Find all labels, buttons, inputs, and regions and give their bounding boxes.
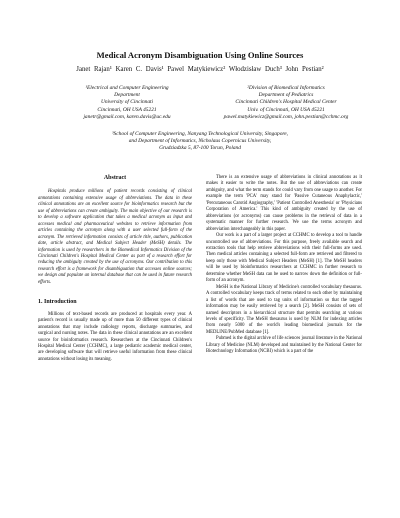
affiliation-line: and Department of Informatics, Nicholaus Copernicus University, bbox=[128, 138, 272, 145]
section-heading-introduction: 1. Introduction bbox=[38, 299, 77, 306]
author-list bbox=[0, 66, 400, 73]
affiliation-line: ¹Electrical and Computer Engineering bbox=[85, 85, 169, 91]
left-column bbox=[38, 175, 192, 363]
right-column bbox=[206, 175, 362, 356]
body-paragraph: Our work is a part of a larger project at CCHMC to develop a tool to handle uncontrolled use of abbreviations. For this purpose, freely available search and extraction tools that help retrieve abbreviations with their full-forms are used. Then medical articles containing a selected full-form are retrieved and filtered to keep only those with Medical Subject Headers (MeSH) [1]. The MeSH headers will be used by bioinformatics researchers at CCHMC in further research to determine whether MeSH data can be used to narrow down the definition or full-form of an acronym. bbox=[206, 233, 362, 284]
author-name: Włodzisław Duch³ bbox=[228, 66, 282, 73]
author-name: Janet Rajan¹ bbox=[76, 66, 112, 73]
affiliation-line: Grudziadzka 5, 87-100 Torun, Poland bbox=[159, 145, 241, 152]
body-paragraph: There is an extensive usage of abbreviations in clinical annotations as it makes it easier to write the notes. But the use of abbreviations can create ambiguity, and what the term stands for could vary from one usage to another. For example the term 'PCA' may stand for 'Passive Cutaneous Anaphylactic,' 'Percutaneous Carotid Angiography,' 'Patient Controlled Anesthesia' or 'Physicians Corporation of America.' This kind of ambiguity created by the use of abbreviations (or acronyms) can cause problems in the retrieval of data in a systematic manner for further research. We use the terms acronym and abbreviation interchangeably in this paper. bbox=[206, 175, 362, 232]
abstract bbox=[38, 189, 192, 286]
author-name: Pawel Matykiewicz² bbox=[167, 66, 226, 73]
affiliation-line: Cincinnati Children's Hospital Medical Center bbox=[235, 99, 337, 106]
affiliation-line: ³School of Computer Engineering, Nanyang Technological University, Singapore, bbox=[111, 131, 289, 137]
abstract-heading: Abstract bbox=[103, 175, 127, 181]
affiliation-line: Cincinnati, OH USA 45221 bbox=[97, 106, 157, 113]
body-paragraph: Millions of text-based records are produced at hospitals every year. A patient's record is usually made up of more than 50 different types of clinical annotations that may include radiology reports, discharge summaries, and surgical and nursing notes. The data in these clinical annotations are an excellent source for bioinformatics research. Researchers at the Cincinnati Children's Hospital Medical Center (CCHMC), a large pediatric academic medical center, are developing software that will retrieve useful information from these clinical annotations without losing its meaning. bbox=[38, 311, 192, 362]
body-paragraph: Pubmed is the digital archive of life sciences journal literature in the National Library of Medicine (NLM) developed and maintained by the National Center for Biotechnology Information (NCBI) which is a part of the bbox=[206, 336, 362, 355]
affiliation-line: Univ. of Cincinnati, OH USA 45221 bbox=[247, 106, 325, 113]
affiliation-line: Department of Pediatrics bbox=[258, 92, 314, 99]
abstract-text: Hospitals produce millions of patient records consisting of clinical annotations containing extensive usage of abbreviations. The data in these clinical annotations are an excellent source for bioinformatics research but the use of abbreviations can create ambiguity. The main objective of our research is to develop a software application that takes a medical acronym as input and accesses medical and pharmaceutical websites to retrieve information from articles containing the acronym along with a user selected full-form of the acronym. The retrieved information consists of article title, authors, publication date, article abstract, and Medical Subject Header (MeSH) details. The information is used by researchers in the Biomedical Informatics Division of the Cincinnati Children's Hospital Medical Center as part of a research effort for reducing the ambiguity created by the use of acronyms. Our contribution to this research effort is a framework for disambiguation that accesses online sources; we design and populate an internal database that can be used in future research efforts. bbox=[38, 189, 192, 285]
author-name: Karen C. Davis¹ bbox=[115, 66, 164, 73]
affiliation-line: University of Cincinnati bbox=[100, 99, 154, 106]
affiliation-cchmc bbox=[212, 85, 360, 121]
affiliation-email: pawel.matykiewicz@gmail.com, john.pestian@cchmc.org bbox=[223, 113, 349, 120]
affiliation-uc bbox=[52, 85, 202, 121]
affiliation-line: ²Division of Biomedical Informatics bbox=[247, 85, 325, 91]
body-paragraph: MeSH is the National Library of Medicine's controlled vocabulary thesaurus. A controlled vocabulary keeps track of terms related to each other by maintaining a list of words that are used to tag units of information so that the tagged information may be easily retrieved by a search [2]. MeSH consists of sets of named descriptors in a hierarchical structure that permits searching at various levels of specificity. The MeSH thesaurus is used by NLM for indexing articles from nearly 5000 of the world's leading biomedical journals for the MEDLINE/PubMed database [1]. bbox=[206, 284, 362, 335]
affiliation-ntu bbox=[40, 131, 360, 153]
affiliation-email: janetr@gmail.com, karen.davis@uc.edu bbox=[83, 113, 171, 120]
paper-title: Medical Acronym Disambiguation Using Online Sources bbox=[96, 50, 304, 60]
author-name: John Pestian² bbox=[285, 66, 324, 73]
affiliation-line: Department bbox=[114, 92, 140, 99]
